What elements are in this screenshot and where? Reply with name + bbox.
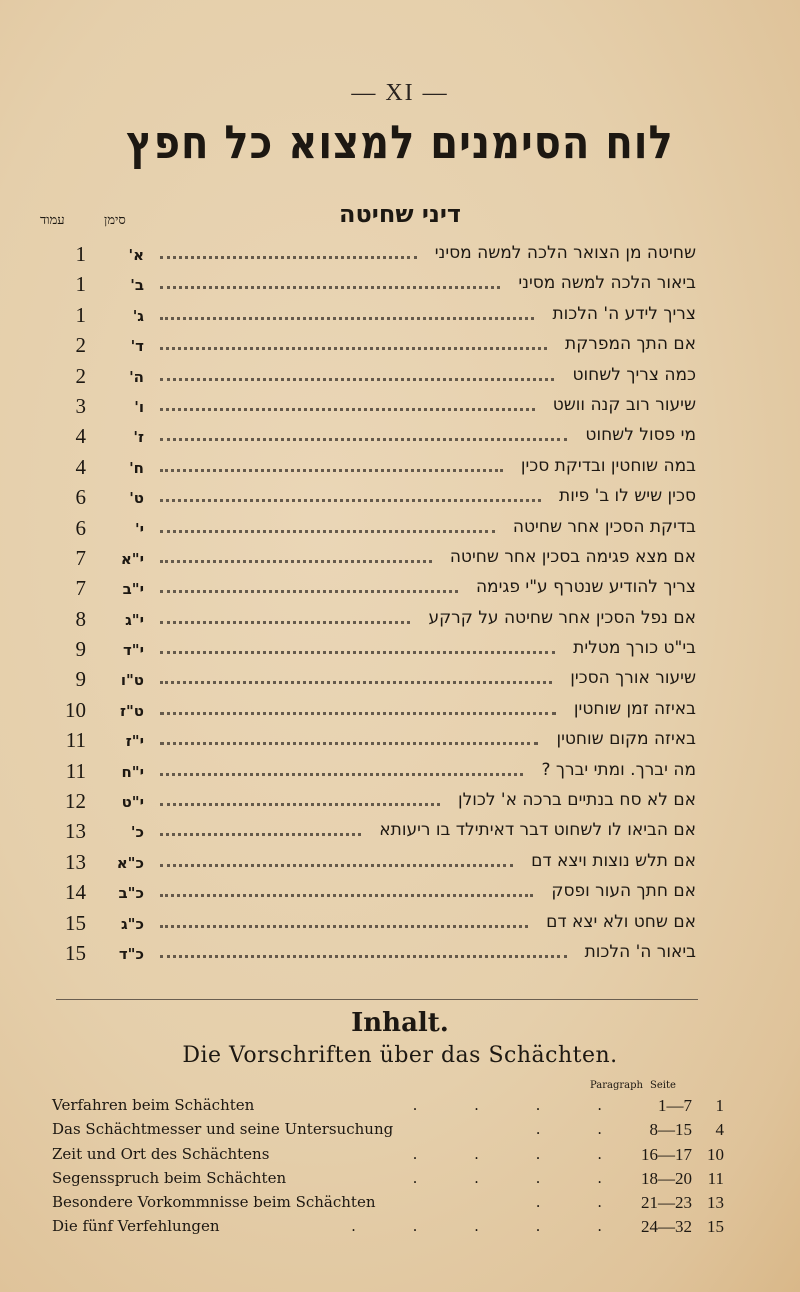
siman-label: ו' <box>134 397 144 416</box>
entry-title: אם הביאו לו לשחוט דבר דאיתילד בו ריעותא <box>379 820 696 841</box>
german-subtitle: Die Vorschriften über das Schächten. <box>182 1043 618 1068</box>
table-row <box>52 1193 724 1217</box>
dot-leader <box>160 852 513 867</box>
entry-title: מה יברך. ומתי יברך ? <box>541 759 696 780</box>
siman-label: כ' <box>130 823 144 842</box>
dot-leader <box>160 761 523 776</box>
amud-number: 7 <box>75 545 86 570</box>
page-ref: 13 <box>707 1193 724 1213</box>
table-row <box>0 696 800 726</box>
siman-label: י"ז <box>125 732 144 751</box>
dot-leader <box>160 396 535 411</box>
amud-number: 1 <box>75 272 86 297</box>
paragraph-range: 1—7 <box>658 1096 692 1115</box>
amud-number: 12 <box>65 789 86 814</box>
siman-column-header: סימן <box>104 213 126 228</box>
entry-title: אם לא סח בנתיים ברכה א' לכולן <box>457 790 696 811</box>
dot-leader <box>160 426 567 441</box>
dot-leader <box>160 821 361 836</box>
dot-leader <box>160 457 503 472</box>
siman-label: י"ב <box>122 580 144 599</box>
amud-number: 15 <box>65 910 86 935</box>
siman-label: ג' <box>132 306 144 325</box>
hebrew-index-table <box>0 240 800 969</box>
paragraph-range: 16—17 <box>641 1144 692 1164</box>
dot-leader <box>160 518 495 533</box>
siman-label: י"ד <box>122 641 144 660</box>
dot-leader <box>160 730 538 745</box>
amud-number: 2 <box>75 333 86 358</box>
entry-title: Segensspruch beim Schächten <box>52 1168 287 1187</box>
paragraph-range: 24—32 <box>641 1217 692 1237</box>
entry-title: באיזה מקום שוחטין <box>556 729 696 750</box>
amud-number: 9 <box>75 667 86 692</box>
table-row <box>0 544 800 574</box>
dot-leader <box>160 791 440 806</box>
amud-number: 9 <box>75 637 86 662</box>
siman-label: כ"ד <box>118 944 144 963</box>
page-ref: 10 <box>707 1144 724 1164</box>
amud-number: 4 <box>75 424 86 449</box>
table-row <box>0 909 800 939</box>
entry-title: Die fünf Verfehlungen <box>52 1217 220 1236</box>
amud-number: 3 <box>75 393 86 418</box>
page-ref: 11 <box>707 1168 724 1188</box>
german-title: Inhalt. <box>351 1008 449 1038</box>
siman-label: י"ט <box>121 793 144 812</box>
dot-leader <box>160 943 567 958</box>
amud-number: 7 <box>75 576 86 601</box>
table-row <box>52 1168 724 1193</box>
siman-label: כ"ג <box>120 914 144 933</box>
siman-label: ה' <box>129 367 144 386</box>
table-row <box>0 787 800 817</box>
dot-leader <box>160 244 417 259</box>
page-ref: 1 <box>715 1096 724 1115</box>
dot-leader: . . . . <box>412 1168 602 1187</box>
dot-leader <box>160 669 552 684</box>
amud-number: 1 <box>75 242 86 266</box>
siman-label: ח' <box>129 458 144 477</box>
amud-number: 2 <box>75 363 86 388</box>
section-title: דיני שחיטה <box>338 200 461 228</box>
paragraph-range: 8—15 <box>649 1120 692 1140</box>
table-row <box>0 270 800 300</box>
entry-title: בדיקת הסכין אחר שחיטה <box>512 516 696 537</box>
amud-number: 10 <box>65 697 86 722</box>
entry-title: צריך להודיע שנטרף ע"י פגימה <box>475 577 696 598</box>
page-ref: 4 <box>715 1120 724 1140</box>
entry-title: שיעור רוב קנה וושט <box>552 394 696 415</box>
table-row <box>0 574 800 604</box>
entry-title: אם שחט ולא יצא דם <box>546 911 696 932</box>
seite-column-header: Seite <box>650 1080 676 1091</box>
table-row <box>0 726 800 756</box>
paragraph-range: 18—20 <box>641 1168 692 1188</box>
table-row <box>52 1120 724 1144</box>
entry-title: אם תלש נוצות ויצא דם <box>531 850 696 871</box>
entry-title: אם חתך העור ופסק <box>551 881 696 902</box>
dot-leader <box>160 578 458 593</box>
table-row <box>0 392 800 422</box>
amud-number: 11 <box>65 728 86 753</box>
entry-title: מי פסול לשחוט <box>585 425 696 446</box>
entry-title: אם נפל הסכין אחר שחיטה על קרקע <box>428 607 696 628</box>
siman-label: י' <box>134 519 144 538</box>
entry-title: אם מצא פגימה בסכין אחר שחיטה <box>449 546 696 567</box>
dot-leader <box>160 609 410 624</box>
table-row <box>52 1096 724 1120</box>
table-row <box>0 483 800 513</box>
siman-label: ז' <box>133 428 144 447</box>
dot-leader <box>160 548 432 563</box>
dot-leader: . . . . <box>412 1144 602 1163</box>
page-ref: 15 <box>707 1217 724 1237</box>
siman-label: י"ח <box>121 762 144 781</box>
entry-title: כמה צריך לשחוט <box>572 364 696 385</box>
dot-leader: . . . . <box>412 1096 602 1114</box>
siman-label: י"א <box>120 549 144 568</box>
divider-line <box>56 999 698 1000</box>
paragraph-range: 21—23 <box>641 1193 692 1213</box>
amud-number: 13 <box>65 849 86 874</box>
siman-label: כ"ב <box>118 884 144 903</box>
table-row <box>0 301 800 331</box>
table-row <box>0 665 800 695</box>
table-row <box>0 848 800 878</box>
table-row <box>0 362 800 392</box>
amud-number: 1 <box>75 302 86 327</box>
table-row <box>0 635 800 665</box>
amud-number: 6 <box>75 485 86 510</box>
dot-leader <box>160 487 541 502</box>
dot-leader: . . <box>535 1193 602 1212</box>
siman-label: ט' <box>129 489 144 508</box>
page-number: — XI — <box>351 80 449 106</box>
siman-label: כ"א <box>116 853 144 872</box>
entry-title: Das Schächtmesser und seine Untersuchung <box>52 1120 394 1139</box>
entry-title: שחיטה מן הצואר הלכה למשה מסיני <box>434 243 696 263</box>
siman-label: ט"ז <box>119 701 144 720</box>
siman-label: ט"ו <box>120 671 144 690</box>
dot-leader <box>160 305 534 320</box>
dot-leader <box>160 882 533 897</box>
table-row <box>0 331 800 361</box>
entry-title: שיעור אורך הסכין <box>570 668 696 689</box>
entry-title: Verfahren beim Schächten <box>52 1096 255 1114</box>
entry-title: Zeit und Ort des Schächtens <box>52 1144 270 1163</box>
table-row <box>52 1217 724 1241</box>
german-index-table <box>52 1096 724 1242</box>
table-row <box>0 240 800 270</box>
table-row <box>0 453 800 483</box>
entry-title: ביאור הלכה למשה מסיני <box>518 273 696 294</box>
entry-title: אם התך המפרקת <box>565 334 696 355</box>
siman-label: י"ג <box>125 610 144 629</box>
entry-title: Besondere Vorkommnisse beim Schächten <box>52 1193 376 1212</box>
entry-title: בי"ט כורך מטלית <box>573 638 696 659</box>
table-row <box>0 514 800 544</box>
dot-leader <box>160 366 554 381</box>
amud-number: 13 <box>65 819 86 844</box>
amud-number: 15 <box>65 940 86 965</box>
siman-label: ב' <box>130 276 144 295</box>
paragraph-column-header: Paragraph <box>590 1080 643 1091</box>
table-row <box>0 422 800 452</box>
entry-title: צריך לידע ה' הלכות <box>552 303 696 324</box>
siman-label: א' <box>128 246 144 264</box>
dot-leader <box>160 274 500 289</box>
dot-leader <box>160 639 555 654</box>
table-row <box>0 939 800 969</box>
page-title: לוח הסימנים למצוא כל חפץ <box>126 116 674 170</box>
amud-number: 11 <box>65 758 86 783</box>
table-row <box>0 757 800 787</box>
amud-number: 14 <box>65 880 86 905</box>
table-row <box>52 1144 724 1169</box>
table-row <box>0 605 800 635</box>
table-row <box>0 817 800 847</box>
entry-title: באיזה זמן שוחטין <box>573 698 696 719</box>
dot-leader <box>160 335 547 350</box>
dot-leader <box>160 700 556 715</box>
dot-leader: . . <box>535 1120 602 1139</box>
amud-number: 8 <box>75 606 86 631</box>
table-row <box>0 878 800 908</box>
amud-number: 4 <box>75 454 86 479</box>
siman-label: ד' <box>130 337 144 356</box>
amud-number: 6 <box>75 515 86 540</box>
dot-leader <box>160 913 528 928</box>
entry-title: ביאור ה' הלכות <box>584 941 696 962</box>
entry-title: סכין שיש לו ב' פיות <box>559 486 696 507</box>
amud-column-header: עמוד <box>40 213 65 228</box>
dot-leader: . . . . . <box>351 1217 602 1236</box>
entry-title: במה שוחטין ובדיקת סכין <box>520 455 696 476</box>
